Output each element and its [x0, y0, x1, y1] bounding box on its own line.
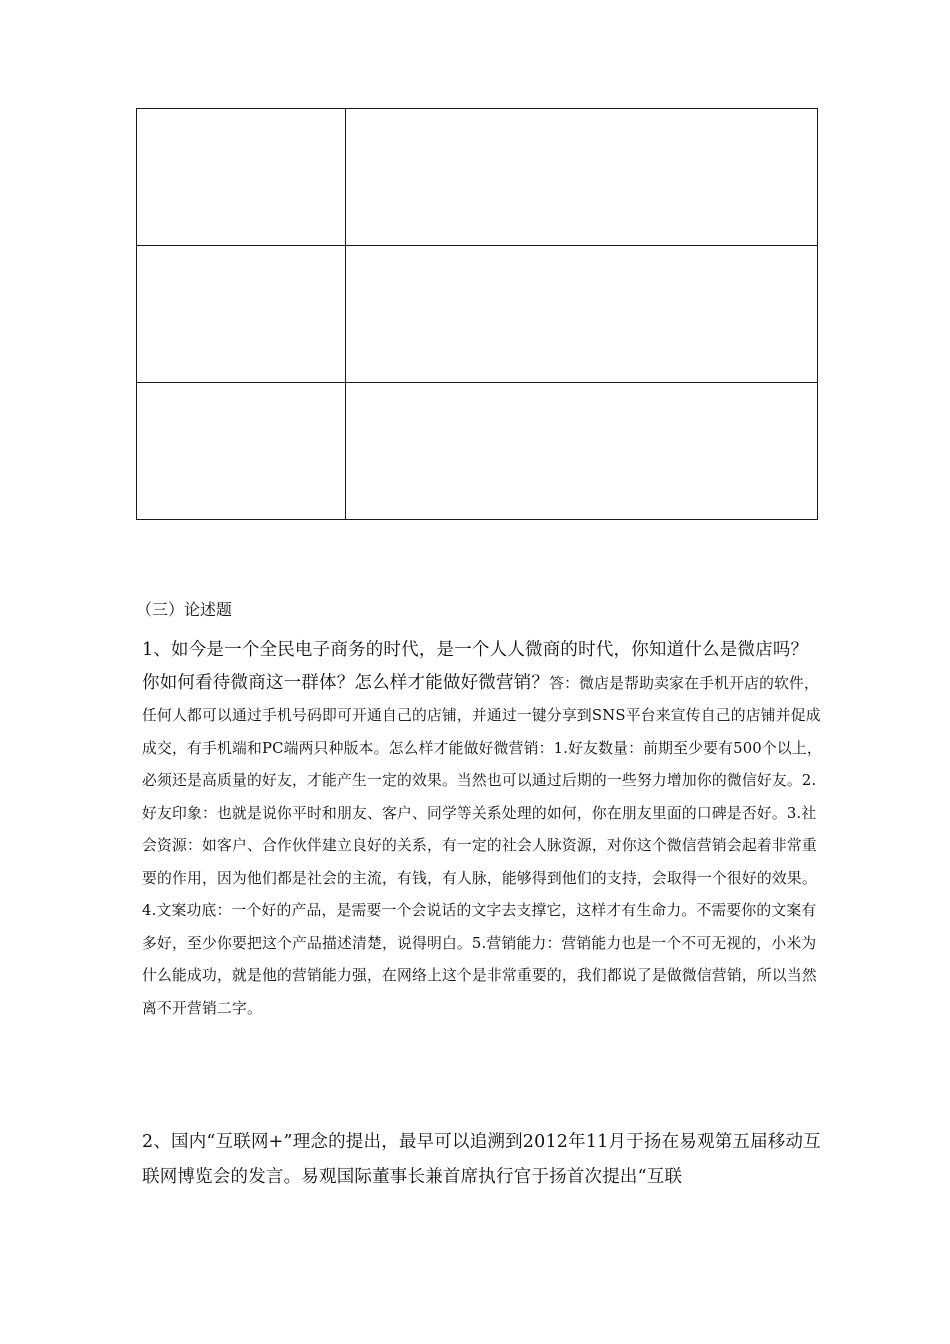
question-1-text: 1、如今是一个全民电子商务的时代，是一个人人微商的时代，你知道什么是微店吗？你如何看待微商这一群体？怎么样才能做好微营销？ — [142, 640, 809, 693]
table-cell-left — [137, 383, 346, 520]
table-row — [137, 109, 818, 246]
table-cell-right — [346, 109, 818, 246]
question-2: 2、国内“互联网+”理念的提出，最早可以追溯到2012年11月于扬在易观第五届移动互联网博览会的发言。易观国际董事长兼首席执行官于扬首次提出“互联 — [142, 1132, 821, 1187]
section-heading: （三）论述题 — [136, 600, 233, 619]
table-row — [137, 246, 818, 383]
question-1 — [142, 634, 822, 1024]
table-cell-left — [137, 246, 346, 383]
table-cell-right — [346, 383, 818, 520]
table-cell-left — [137, 109, 346, 246]
question-1-answer: 答：微店是帮助卖家在手机开店的软件，任何人都可以通过手机号码即可开通自己的店铺，并通过一键分享到SNS平台来宣传自己的店铺并促成成交，有手机端和PC端两只种版本。怎么样才能做好微营销：1.好友数量：前期至少要有500个以上，必须还是高质量的好友，才能产生一定的效果。当然也可以通过后期的一些努力增加你的微信好友。2.好友印象：也就是说你平时和朋友、客户、同学等关系处理的如何，你在朋友里面的口碑是否好。3.社会资源：如客户、合作伙伴建立良好的关系，有一定的社会人脉资源，对你这个微信营销会起着非常重要的作用，因为他们都是社会的主流，有钱，有人脉，能够得到他们的支持，会取得一个很好的效果。4.文案功底：一个好的产品，是需要一个会说话的文字去支撑它，这样才有生命力。不需要你的文案有多好，至少你要把这个产品描述清楚，说得明白。5.营销能力：营销能力也是一个不可无视的，小米为什么能成功，就是他的营销能力强，在网络上这个是非常重要的，我们都说了是做微信营销，所以当然离不开营销二字。 — [142, 674, 822, 1017]
answer-table — [136, 108, 818, 520]
table-cell-right — [346, 246, 818, 383]
table-row — [137, 383, 818, 520]
